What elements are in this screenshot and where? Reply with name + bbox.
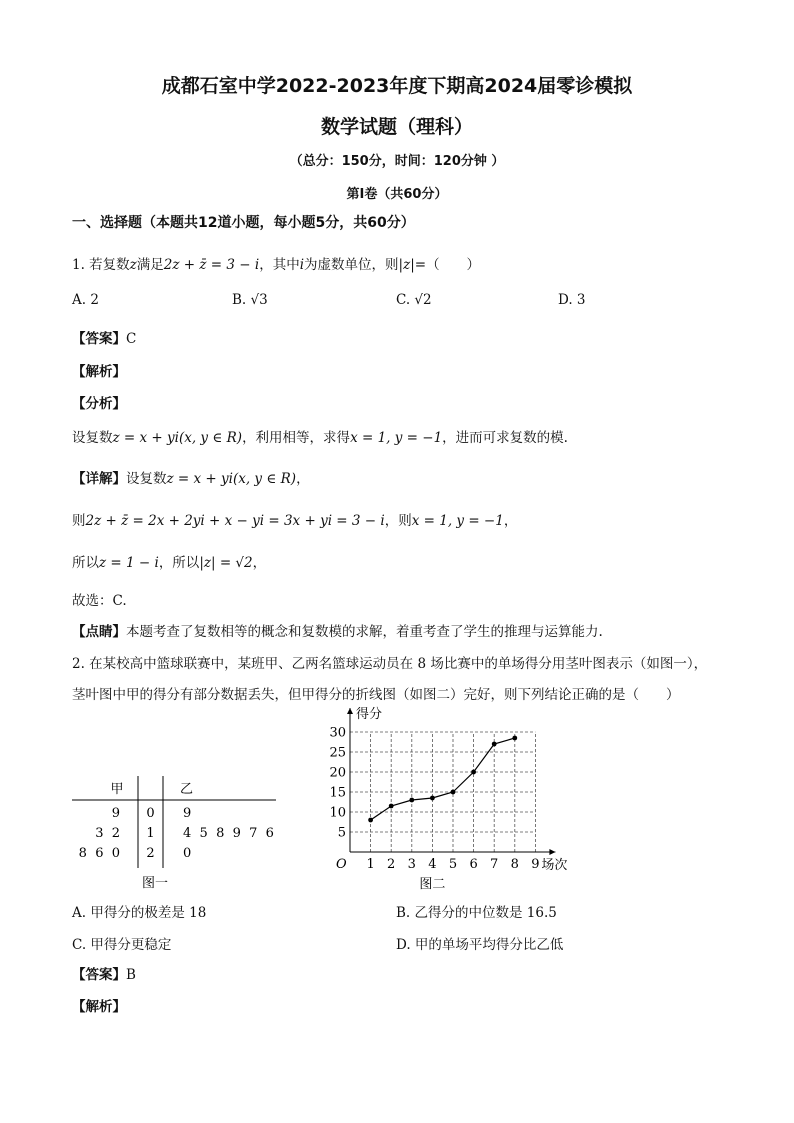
chart-x-label: 场次 xyxy=(541,858,568,873)
chart-y-tick-label: 5 xyxy=(337,825,346,841)
chart-x-tick-label: 3 xyxy=(407,857,416,872)
q1-stem xyxy=(72,253,480,273)
q1-dianjing-text: 本题考查了复数相等的概念和复数模的求解，着重考查了学生的推理与运算能力. xyxy=(126,624,603,640)
q1-dianjing xyxy=(72,620,603,640)
q2-answer-tag: 【答案】 xyxy=(72,967,126,983)
stemleaf-row0-stem: 0 xyxy=(146,806,155,821)
chart-x-tick-label: 4 xyxy=(428,857,437,872)
chart-data-point xyxy=(512,736,517,741)
exam-subtitle: 数学试题（理科） xyxy=(320,116,473,138)
q1-line3-eq2: |z| = √2 xyxy=(199,555,253,571)
chart-data-point xyxy=(430,796,435,801)
stemleaf-row1-stem: 1 xyxy=(146,826,155,841)
q1-line3-end: ， xyxy=(252,555,267,571)
chart-x-tick-label: 5 xyxy=(448,857,458,872)
q1-stem-mid3: 为虚数单位，则 xyxy=(304,257,399,273)
exam-title: 成都石室中学2022-2023年度下期高2024届零诊模拟 xyxy=(161,75,633,97)
chart-data-point xyxy=(492,742,497,747)
stemleaf-row2-right: 0 xyxy=(183,846,192,861)
q1-jiexi-tag: 【解析】 xyxy=(72,364,126,380)
q1-option-c: C. √2 xyxy=(396,292,432,308)
q1-conclusion: 故选：C. xyxy=(72,593,127,609)
chart-axes xyxy=(347,708,555,855)
q2-option-c: C. 甲得分更稳定 xyxy=(72,937,172,953)
exam-meta: （总分：150分，时间：120分钟 ） xyxy=(289,154,505,169)
q1-option-d: D. 3 xyxy=(558,292,586,308)
stemleaf-row0-left: 9 xyxy=(111,806,120,821)
chart-y-label: 得分 xyxy=(356,707,383,722)
chart-x-tick-label: 2 xyxy=(387,857,396,872)
q2-stem-line2: 茎叶图中甲的得分有部分数据丢失，但甲得分的折线图（如图二）完好，则下列结论正确的是（ ） xyxy=(72,687,680,703)
q1-line3-eq: z = 1 − i xyxy=(99,555,159,571)
section-heading: 一、选择题（本题共12道小题，每小题5分，共60分） xyxy=(72,215,415,231)
q2-option-d: D. 甲的单场平均得分比乙低 xyxy=(396,937,564,953)
q2-stem-line1: 2. 在某校高中篮球联赛中，某班甲、乙两名篮球运动员在 8 场比赛中的单场得分用茎叶图表示（如图一）， xyxy=(72,656,708,672)
stemleaf-right-header: 乙 xyxy=(180,782,194,797)
chart-x-axis-arrow xyxy=(549,849,555,855)
chart-y-tick-label: 10 xyxy=(329,805,346,821)
stemleaf-row1-right: 4 5 8 9 7 6 xyxy=(183,826,274,841)
stemleaf-row1-left: 3 2 xyxy=(95,826,120,841)
q2-answer-value: B xyxy=(126,967,136,983)
q1-xiangjie-tag: 【详解】 xyxy=(72,471,126,487)
q2-option-b: B. 乙得分的中位数是 16.5 xyxy=(396,905,557,921)
chart-data-point xyxy=(409,798,414,803)
stemleaf-row0-right: 9 xyxy=(183,806,192,821)
q1-answer-tag: 【答案】 xyxy=(72,331,126,347)
q1-line2-prefix: 则 xyxy=(72,513,86,529)
q1-xiangjie-text1: 设复数 xyxy=(126,471,167,487)
q1-blank: （ ） xyxy=(426,257,481,273)
chart-x-tick-label: 9 xyxy=(531,857,540,872)
q1-stem-prefix: 1. 若复数 xyxy=(72,257,130,273)
stem-leaf-plot xyxy=(60,770,290,895)
q1-stem-mid2: ，其中 xyxy=(259,257,300,273)
q1-var-z: z xyxy=(129,257,137,273)
q1-fenxi-text2: ，利用相等，求得 xyxy=(242,430,351,446)
q1-option-b: B. √3 xyxy=(232,292,268,308)
q1-xiangjie-text2: ， xyxy=(296,471,310,487)
chart-y-tick-label: 15 xyxy=(329,785,346,801)
q1-line2-eq2: x = 1, y = −1 xyxy=(411,513,504,529)
chart-x-tick-label: 1 xyxy=(366,857,375,872)
stemleaf-caption: 图一 xyxy=(141,876,169,891)
q1-fenxi-tag: 【分析】 xyxy=(72,396,126,412)
q1-xiangjie xyxy=(72,467,310,487)
q1-fenxi-body xyxy=(72,426,568,446)
q1-fenxi-eq2: x = 1, y = −1 xyxy=(350,430,443,446)
q1-fenxi-text3: ，进而可求复数的模. xyxy=(442,430,568,446)
stemleaf-row2-left: 8 6 0 xyxy=(78,846,120,861)
q1-line2-end: ， xyxy=(503,513,518,529)
q1-line3 xyxy=(72,551,266,571)
chart-caption: 图二 xyxy=(419,877,446,892)
q1-abs-z: |z|= xyxy=(398,257,427,273)
chart-x-tick-label: 7 xyxy=(490,857,499,872)
chart-data-point xyxy=(389,804,394,809)
q2-answer xyxy=(72,963,136,983)
q1-var-i: i xyxy=(299,257,305,273)
q1-answer-value: C xyxy=(126,331,137,347)
q1-line3-prefix: 所以 xyxy=(72,555,99,571)
stemleaf-left-header: 甲 xyxy=(110,782,124,797)
chart-origin-label: O xyxy=(336,857,347,872)
q1-line2-eq: 2z + z̄ = 2x + 2yi + x − yi = 3x + yi = 3 − i xyxy=(85,513,385,529)
q1-answer xyxy=(72,327,136,347)
chart-data-point xyxy=(368,818,373,823)
q1-xiangjie-eq: z = x + yi(x, y ∈ R) xyxy=(166,471,297,487)
chart-y-tick-label: 25 xyxy=(329,745,346,761)
q1-stem-mid: 满足 xyxy=(136,257,164,273)
q2-jiexi-tag: 【解析】 xyxy=(72,999,126,1015)
chart-series xyxy=(368,736,517,823)
q1-line2 xyxy=(72,509,517,529)
stemleaf-row2-stem: 2 xyxy=(146,846,155,861)
chart-y-axis-arrow xyxy=(347,708,353,714)
q1-fenxi-eq: z = x + yi(x, y ∈ R) xyxy=(112,430,243,446)
q2-option-a: A. 甲得分的极差是 18 xyxy=(72,905,207,921)
q1-line2-mid: ，则 xyxy=(384,513,412,529)
chart-y-tick-label: 30 xyxy=(329,725,346,741)
chart-data-point xyxy=(471,770,476,775)
score-line-chart xyxy=(320,700,590,895)
q1-fenxi-text1: 设复数 xyxy=(72,430,113,446)
volume-label: 第Ⅰ卷（共60分） xyxy=(346,187,448,202)
chart-y-tick-label: 20 xyxy=(329,765,346,781)
chart-x-tick-label: 6 xyxy=(469,857,478,872)
q1-dianjing-tag: 【点睛】 xyxy=(72,624,126,640)
q1-equation: 2z + z̄ = 3 − i xyxy=(163,257,260,273)
q1-line3-mid: ，所以 xyxy=(158,555,200,571)
chart-grid xyxy=(350,732,535,852)
chart-data-point xyxy=(451,790,456,795)
q1-option-a: A. 2 xyxy=(72,292,99,308)
chart-x-tick-label: 8 xyxy=(510,857,519,872)
